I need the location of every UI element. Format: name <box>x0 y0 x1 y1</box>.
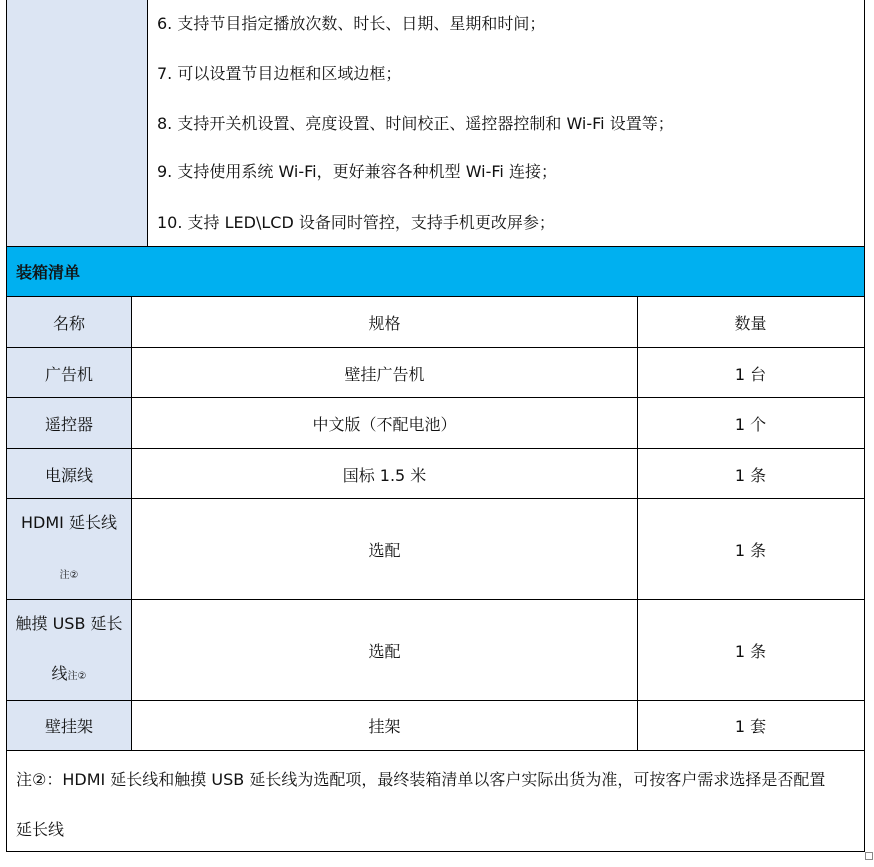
row-qty: 1 条 <box>734 465 767 485</box>
table-rule <box>6 448 865 449</box>
row-name: 遥控器 <box>44 414 93 434</box>
row-name-line2-text: 线 <box>51 663 68 683</box>
row-spec: 中文版（不配电池） <box>312 414 457 434</box>
table-rule <box>6 347 865 348</box>
note-line-1: 注②：HDMI 延长线和触摸 USB 延长线为选配项，最终装箱清单以客户实际出货为准，可按客户需求选择是否配置 <box>16 770 826 789</box>
col-header-spec: 规格 <box>368 313 401 333</box>
row-name: 电源线 <box>44 465 93 485</box>
row-qty: 1 条 <box>734 641 767 661</box>
feature-item-9: 9. 支持使用系统 Wi-Fi，更好兼容各种机型 Wi-Fi 连接； <box>157 162 557 181</box>
column-divider-qty <box>637 296 638 751</box>
row-spec: 壁挂广告机 <box>344 364 425 384</box>
table-rule <box>6 296 865 297</box>
table-rule <box>6 750 865 751</box>
row-qty: 1 台 <box>734 364 767 384</box>
packing-list-header <box>6 246 864 296</box>
feature-item-10: 10. 支持 LED\LCD 设备同时管控，支持手机更改屏参； <box>157 213 555 232</box>
row-qty: 1 个 <box>734 414 767 434</box>
table-rule <box>6 397 865 398</box>
table-rule <box>6 700 865 701</box>
row-qty: 1 条 <box>734 540 767 560</box>
row-name-line1: 触摸 USB 延长 <box>15 613 123 633</box>
row-name <box>6 600 132 700</box>
row-spec: 选配 <box>368 641 401 661</box>
table-rule <box>6 599 865 600</box>
table-rule <box>6 498 865 499</box>
row-name-line1: HDMI 延长线 <box>21 512 117 532</box>
table-rule <box>6 246 865 247</box>
footnote-marker: 注② <box>59 569 79 581</box>
row-name: 广告机 <box>44 364 93 384</box>
column-divider-name <box>131 296 132 751</box>
row-qty: 1 套 <box>734 716 767 736</box>
col-header-name: 名称 <box>52 313 85 333</box>
row-name-line2 <box>60 548 79 601</box>
row-spec: 选配 <box>368 540 401 560</box>
row-name-line2 <box>52 649 87 702</box>
table-border-right <box>864 0 865 852</box>
row-name: 壁挂架 <box>44 716 93 736</box>
packing-list-title: 装箱清单 <box>16 262 81 282</box>
row-spec: 挂架 <box>368 716 401 736</box>
feature-divider <box>147 0 148 246</box>
feature-item-7: 7. 可以设置节目边框和区域边框； <box>157 64 402 83</box>
row-name <box>6 499 132 599</box>
row-spec: 国标 1.5 米 <box>342 465 427 485</box>
note-line-2: 延长线 <box>16 820 65 839</box>
table-border-left <box>6 0 7 852</box>
feature-item-8: 8. 支持开关机设置、亮度设置、时间校正、遥控器控制和 Wi-Fi 设置等； <box>157 114 674 133</box>
end-marker <box>865 852 873 860</box>
footnote-marker: 注② <box>67 670 87 682</box>
feature-item-6: 6. 支持节目指定播放次数、时长、日期、星期和时间； <box>157 14 546 33</box>
table-border-bottom <box>6 851 865 852</box>
col-header-qty: 数量 <box>734 313 767 333</box>
feature-label-cell <box>6 0 148 246</box>
